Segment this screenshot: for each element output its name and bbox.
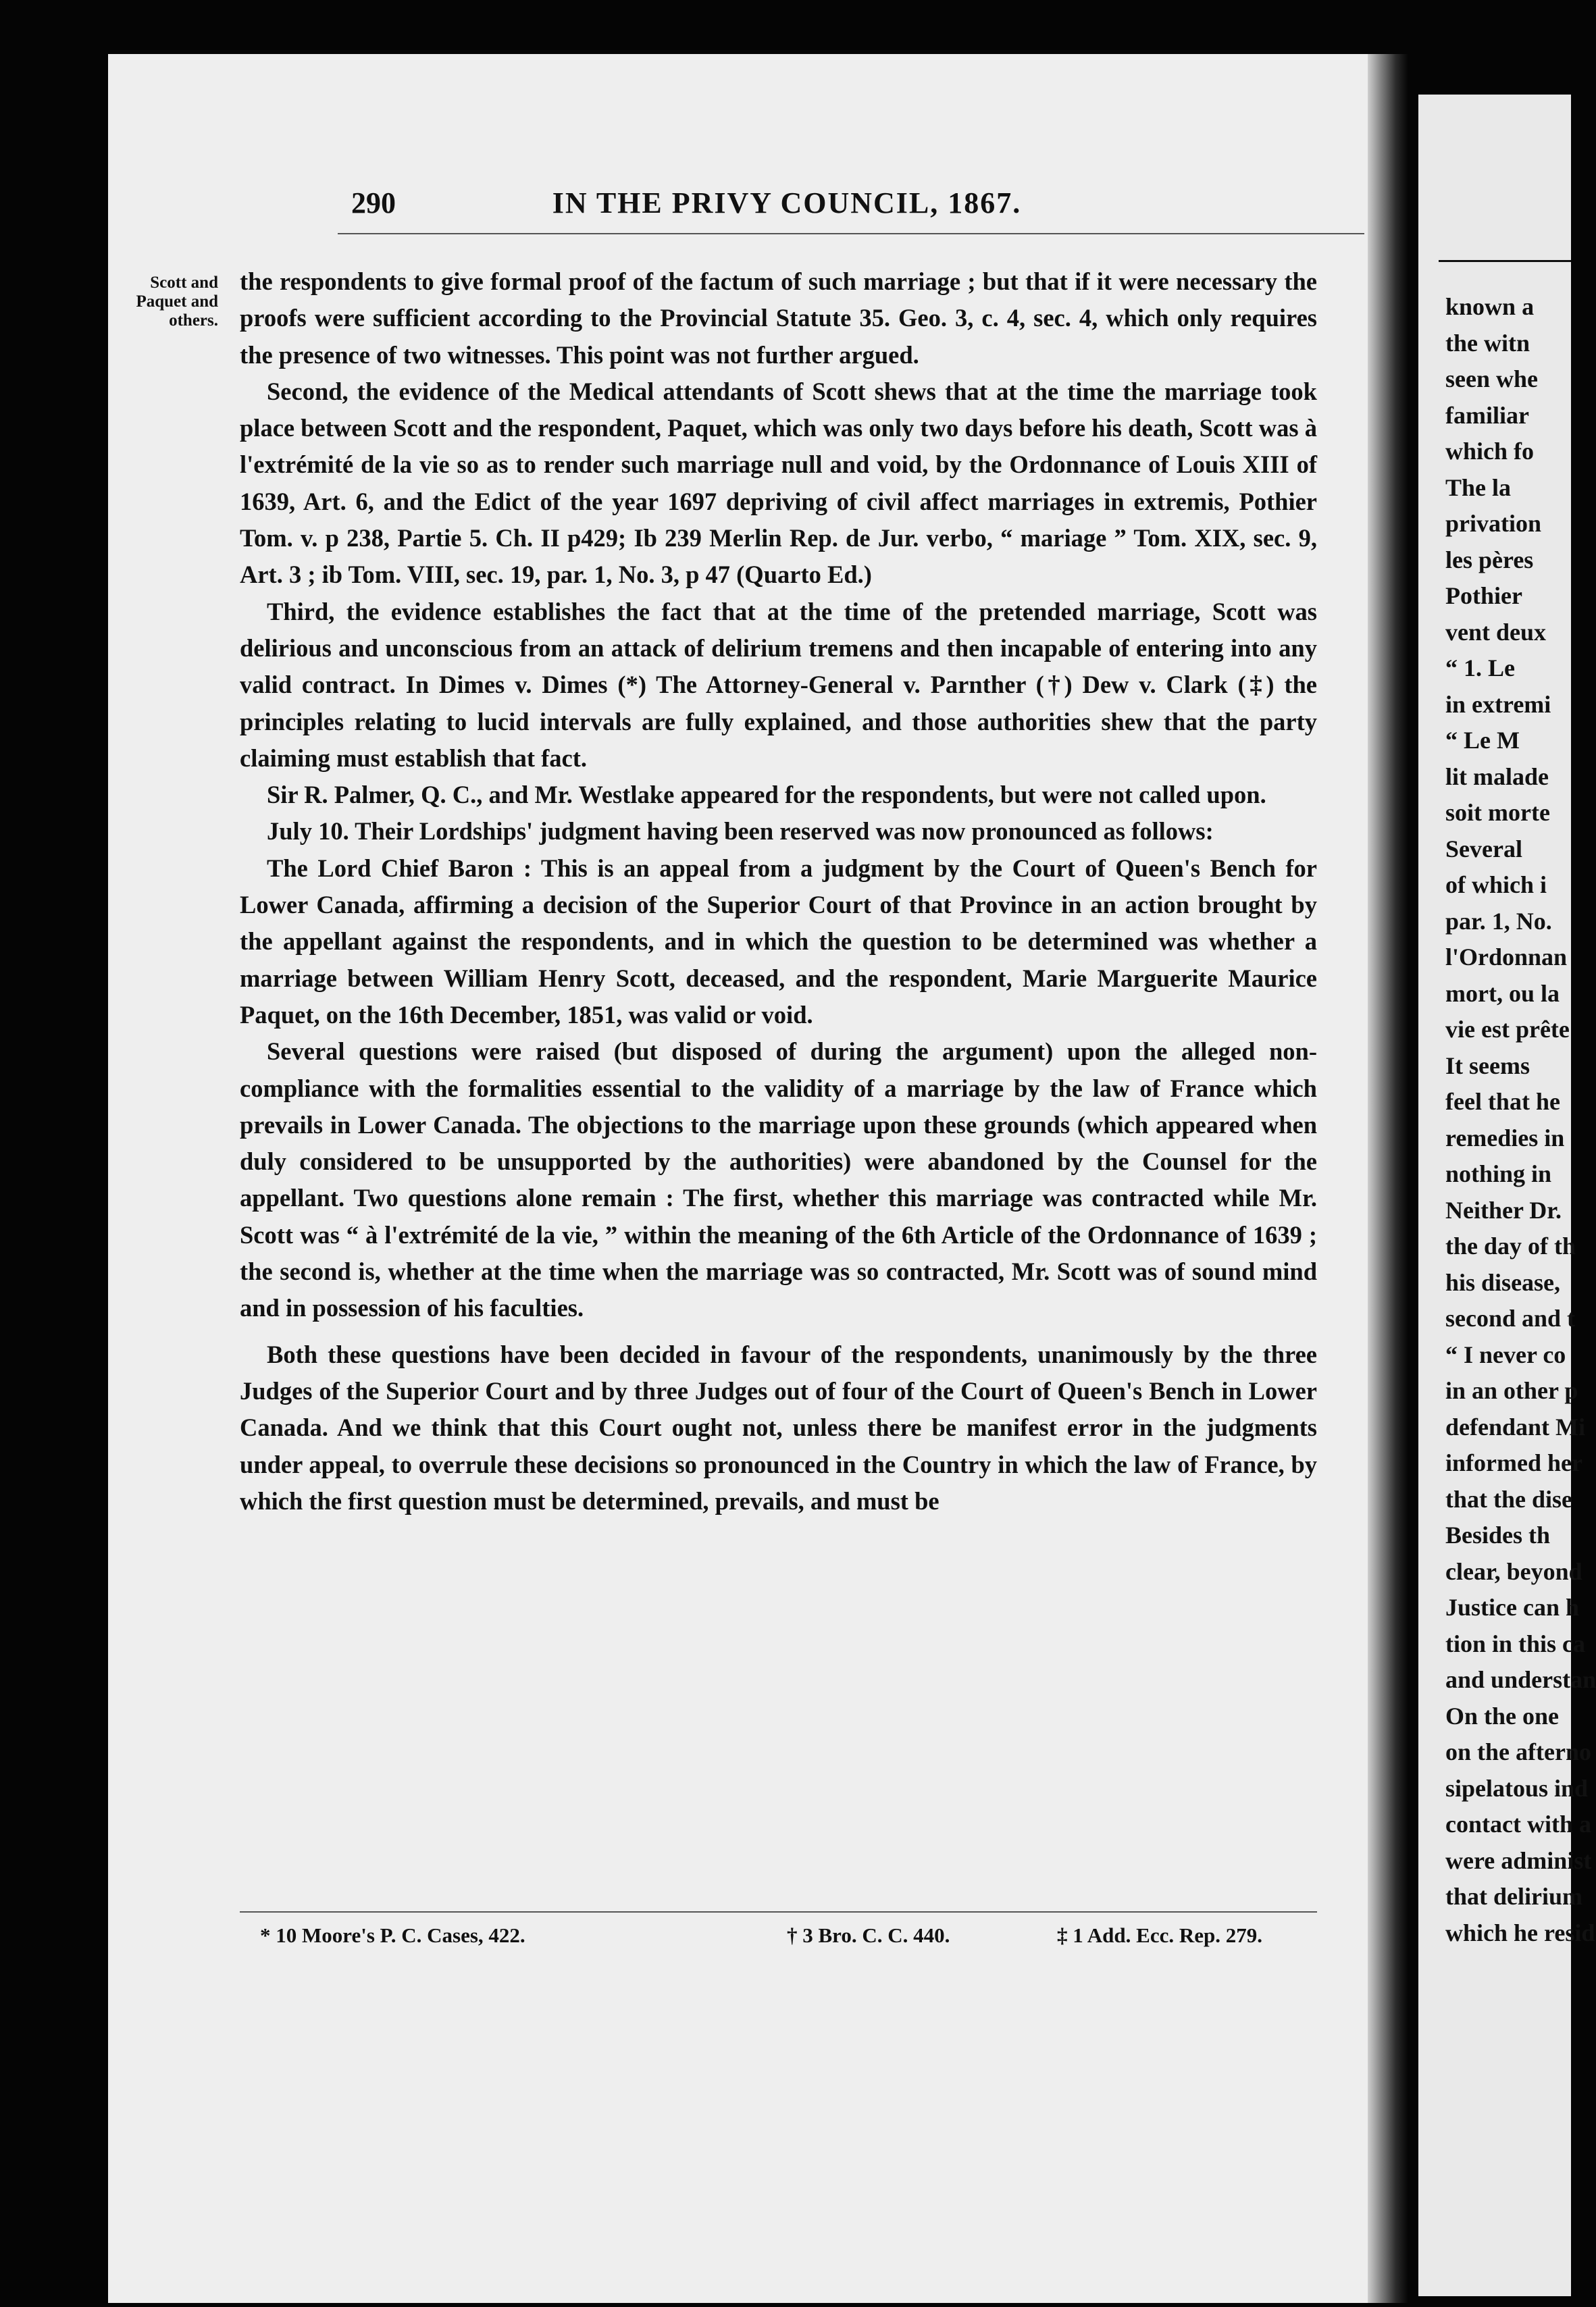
facing-page-line: in an other p [1445, 1377, 1578, 1404]
facing-page-fragment [1418, 95, 1596, 2296]
facing-page-line: of which i [1445, 871, 1547, 898]
facing-page-line: familiar [1445, 401, 1529, 429]
facing-page-line: clear, beyond [1445, 1557, 1582, 1585]
paragraph: Several questions were raised (but disposed of during the argument) upon the alleged non-compliance with the formalities essential to the validity of a marriage by the law of France which prevails in Lower Canada. The objections to the marriage upon these grounds (which appeared when duly considered to be unsupported by the authorities) were abandoned by the Counsel for the appellant. Two questions alone remain : The first, whether this marriage was contracted while Mr. Scott was “ à l'extrémité de la vie, ” within the meaning of the 6th Article of the Ordonnance of 1639 ; the second is, whether at the time when the marriage was so contracted, Mr. Scott was of sound mind and in possession of his faculties. [240, 1037, 1317, 1322]
facing-page-line: “ Le M [1445, 727, 1520, 754]
facing-page-line: which he resid [1445, 1919, 1595, 1946]
facing-page-line: par. 1, No. [1445, 907, 1552, 935]
facing-page-line: vie est prête [1445, 1016, 1570, 1043]
facing-page-line: feel that he [1445, 1088, 1560, 1115]
facing-page-line: seen whe [1445, 365, 1538, 392]
facing-page-line: les pères [1445, 546, 1534, 573]
facing-page-line: sipelatous ind [1445, 1774, 1589, 1802]
facing-page-line: lit malade [1445, 762, 1549, 790]
footnotes [240, 1923, 1317, 1957]
facing-page-line: soit morte [1445, 799, 1550, 826]
facing-page-line: It seems [1445, 1052, 1530, 1079]
facing-page-line: Besides th [1445, 1522, 1551, 1549]
facing-page-line: remedies in [1445, 1124, 1565, 1151]
facing-page-line: contact with a [1445, 1811, 1591, 1838]
paragraph: The Lord Chief Baron : This is an appeal from a judgment by the Court of Queen's Bench for Lower Canada, affirming a decision of the Superior Court of that Province in an action brought by the appellant against the respondents, and in which the question to be determined was whether a marriage between William Henry Scott, deceased, and the respondent, Marie Marguerite Maurice Paquet, on the 16th December, 1851, was valid or void. [240, 854, 1317, 1029]
facing-page-line: l'Ordonnan [1445, 943, 1568, 970]
page-gutter-shadow [1368, 54, 1408, 2303]
facing-page-line: and understan [1445, 1666, 1596, 1693]
paragraph: Second, the evidence of the Medical attendants of Scott shews that at the time the marriage took place between Scott and the respondent, Paquet, which was only two days before his death, Scott was à l'extrémité de la vie so as to render such marriage null and void, by the Ordonnance of Louis XIII of 1639, Art. 6, and the Edict of the year 1697 depriving of civil affect marriages in extremis, Pothier Tom. v. p 238, Partie 5. Ch. II p429; Ib 239 Merlin Rep. de Jur. verbo, “ mariage ” Tom. XIX, sec. 9, Art. 3 ; ib Tom. VIII, sec. 19, par. 1, No. 3, p 47 (Quarto Ed.) [240, 377, 1317, 589]
running-head [108, 186, 1391, 226]
header-rule [338, 233, 1364, 234]
footnote: ‡ 1 Add. Ecc. Rep. 279. [1057, 1923, 1262, 1947]
facing-page-line: were administ [1445, 1846, 1592, 1874]
facing-page-line: vent deux [1445, 618, 1547, 646]
footnote-rule [240, 1911, 1317, 1913]
facing-page-line: which fo [1445, 438, 1535, 465]
paragraph: Third, the evidence establishes the fact that at the time of the pretended marriage, Scott was delirious and unconscious from an attack of delirium tremens and then incapable of entering into any valid contract. In Dimes v. Dimes (*) The Attorney-General v. Parnther (†) Dew v. Clark (‡) the principles relating to lucid intervals are fully explained, and those authorities shew that the party claiming must establish that fact. [240, 597, 1317, 772]
facing-page-line: known a [1445, 293, 1535, 320]
facing-page-line: on the afterno [1445, 1738, 1591, 1765]
marginal-note-line: Paquet and [136, 292, 218, 311]
marginal-note-line: others. [169, 311, 218, 330]
facing-page-line: The la [1445, 473, 1512, 501]
running-title: IN THE PRIVY COUNCIL, 1867. [552, 186, 1022, 219]
paragraph: the respondents to give formal proof of the factum of such marriage ; but that if it were necessary the proofs were sufficient according to the Provincial Statute 35. Geo. 3, c. 4, sec. 4, which only requires the presence of two witnesses. This point was not further argued. [240, 267, 1317, 369]
marginal-note [100, 274, 218, 330]
facing-page-line: Pothier [1445, 582, 1522, 609]
facing-page-line: defendant Mi [1445, 1413, 1585, 1441]
facing-page-line: the day of th [1445, 1233, 1576, 1260]
facing-page-rule [1439, 260, 1571, 262]
facing-page-line: Justice can h [1445, 1594, 1579, 1621]
paragraph: July 10. Their Lordships' judgment having been reserved was now pronounced as follows: [267, 817, 1214, 846]
facing-page-line: the witn [1445, 329, 1530, 357]
facing-page-line: “ 1. Le [1445, 654, 1515, 681]
paragraph: Both these questions have been decided in favour of the respondents, unanimously by the three Judges of the Superior Court and by three Judges out of four of the Court of Queen's Bench in Lower Canada. And we think that this Court ought not, unless there be manifest error in the judgments under appeal, to overrule these decisions so pronounced in the Country in which the law of France, by which the first question must be determined, prevails, and must be [240, 1340, 1317, 1515]
facing-page-line: in extremi [1445, 690, 1551, 718]
marginal-note-line: Scott and [150, 274, 218, 292]
facing-page-line: tion in this ca [1445, 1630, 1586, 1657]
facing-page-line: mort, ou la [1445, 979, 1560, 1007]
facing-page-line: that the dise [1445, 1485, 1572, 1513]
facing-page-line: Several [1445, 835, 1522, 862]
paragraph: Sir R. Palmer, Q. C., and Mr. Westlake appeared for the respondents, but were not called upon. [267, 781, 1266, 809]
facing-page-line: second and t [1445, 1305, 1576, 1332]
page-number: 290 [351, 186, 396, 219]
body-text [240, 263, 1317, 1520]
facing-page-lines [1418, 289, 1596, 1951]
facing-page-line: nothing in [1445, 1160, 1552, 1187]
footnote: * 10 Moore's P. C. Cases, 422. [260, 1923, 525, 1947]
facing-page-line: his disease, [1445, 1268, 1561, 1296]
facing-page-line: “ I never co [1445, 1341, 1566, 1368]
facing-page-line: informed her [1445, 1449, 1582, 1476]
facing-page-line: privation [1445, 510, 1542, 537]
footnote: † 3 Bro. C. C. 440. [787, 1923, 950, 1947]
facing-page-line: On the one [1445, 1702, 1560, 1730]
facing-page-line: that delirium [1445, 1883, 1582, 1910]
facing-page-line: Neither Dr. [1445, 1196, 1562, 1224]
